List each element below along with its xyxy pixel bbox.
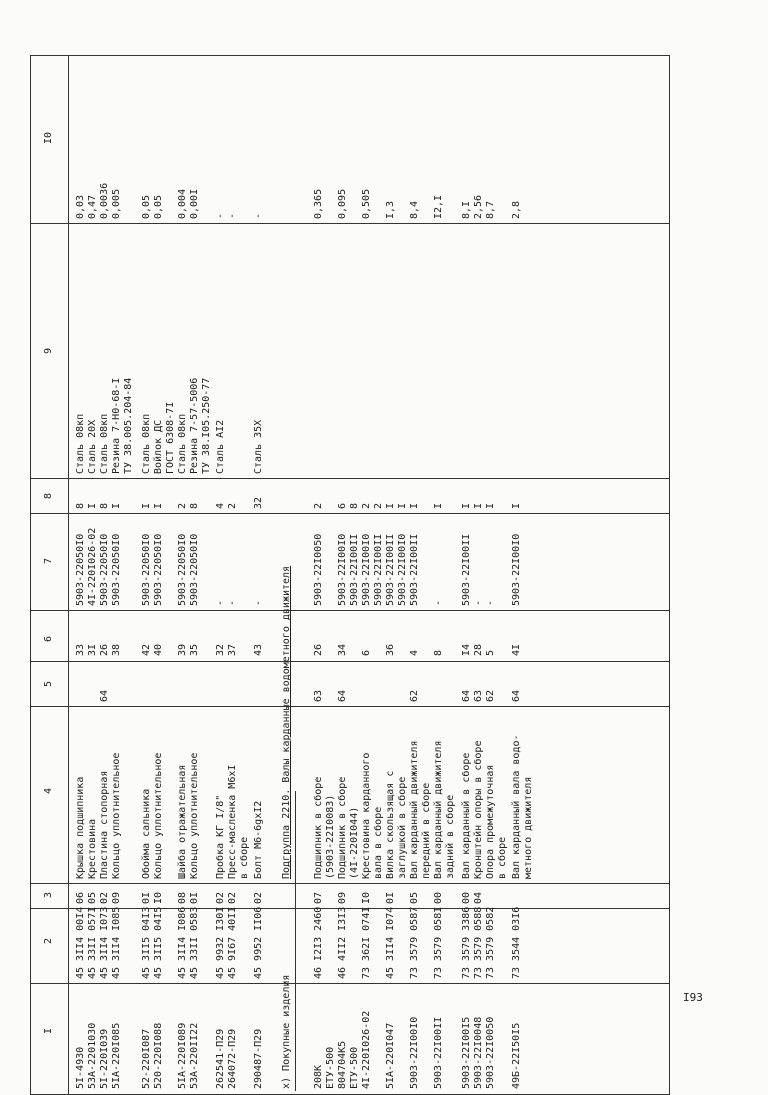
cell-col-1: 5903-22I0048	[473, 1016, 484, 1089]
col-header-1: I	[43, 1027, 54, 1034]
cell-col-7: -	[485, 599, 496, 606]
cell-col-9: Сталь 08кп	[99, 413, 110, 474]
cell-col-4: в сборе	[497, 836, 508, 879]
cell-col-9: ТУ 38.I05.250-77	[201, 377, 212, 474]
cell-col-7: 5903-22I00II	[409, 533, 420, 606]
cell-col-5: 63	[473, 689, 484, 702]
subgroup-title: Подгруппа 2210. Валы карданные водометного движителя	[281, 565, 292, 879]
cell-col-4: Подшипник в сборе	[337, 776, 348, 879]
cell-col-8: I	[141, 502, 152, 509]
cell-col-4: Вал карданный в сборе	[461, 752, 472, 879]
cell-col-7: 5903-22050I0	[153, 533, 164, 606]
cell-col-3: 02	[227, 891, 238, 904]
cell-col-2: 46 I2I3 2460	[313, 906, 324, 979]
cell-col-4: передний в сборе	[421, 782, 432, 879]
cell-col-8: 8	[349, 502, 360, 509]
cell-col-1: 5I-220I039	[99, 1028, 110, 1089]
cell-col-4: (5903-22I0083)	[325, 794, 336, 879]
table-row	[111, 56, 123, 1094]
cell-col-3: 06	[75, 891, 86, 904]
cell-col-7: 4I-220I026-02	[87, 527, 98, 606]
table-row	[325, 56, 337, 1094]
cell-col-9: Сталь 08кп	[141, 413, 152, 474]
cell-col-6: 32	[215, 643, 226, 656]
table-row	[75, 56, 87, 1094]
cell-col-1: 262541-П29	[215, 1028, 226, 1089]
cell-col-4: задний в сборе	[445, 794, 456, 879]
cell-col-1: 49Б-22I50I5	[511, 1022, 522, 1089]
cell-col-3: 00	[461, 891, 472, 904]
cell-col-7: -	[215, 599, 226, 606]
cell-col-3: 07	[313, 891, 324, 904]
cell-col-1: 5903-22I00I5	[461, 1016, 472, 1089]
cell-col-3: 0I	[385, 891, 396, 904]
cell-col-6: 26	[99, 643, 110, 656]
table-row	[87, 56, 99, 1094]
cell-col-2: 73 3579 058I	[433, 906, 444, 979]
table-row	[421, 56, 433, 1094]
cell-col-4: Пробка КГ I/8"	[215, 794, 226, 879]
cell-col-5: 64	[511, 689, 522, 702]
cell-col-6: 35	[189, 643, 200, 656]
cell-col-3: 00	[433, 891, 444, 904]
cell-col-1: ЕТУ-500	[325, 1046, 336, 1089]
cell-col-4: Опора промежуточная	[485, 764, 496, 879]
col-header-10: I0	[43, 131, 54, 144]
table-row	[511, 56, 523, 1094]
cell-col-6: 5	[485, 649, 496, 656]
cell-col-4: вала в сборе	[373, 806, 384, 879]
cell-col-10: 8,I	[461, 200, 472, 219]
cell-col-7: 5903-22I00I0	[397, 533, 408, 606]
table-row	[485, 56, 497, 1094]
cell-col-3: 02	[215, 891, 226, 904]
cell-col-9: Войлок ДС	[153, 419, 164, 474]
cell-col-4: Вал карданный движителя	[433, 740, 444, 879]
cell-col-10: 0,004	[177, 188, 188, 219]
cell-col-2: 73 3579 0582	[485, 906, 496, 979]
cell-col-6: 40	[153, 643, 164, 656]
cell-col-2: 73 362I 074I	[361, 906, 372, 979]
cell-col-7: -	[473, 599, 484, 606]
cell-col-2: 45 9932 I30I	[215, 906, 226, 979]
cell-col-1: 5I-4930	[75, 1046, 86, 1089]
table-row	[253, 56, 265, 1094]
cell-col-10: 0,005	[111, 188, 122, 219]
cell-col-3: 08	[177, 891, 188, 904]
cell-col-5: 64	[461, 689, 472, 702]
cell-col-7: 5903-22I00II	[461, 533, 472, 606]
cell-col-6: 43	[253, 643, 264, 656]
cell-col-10: -	[215, 212, 226, 219]
cell-col-1: 520-220I088	[153, 1022, 164, 1089]
table-row	[201, 56, 213, 1094]
cell-col-9: Сталь 20Х	[87, 419, 98, 474]
cell-col-4: Обойма сальника	[141, 788, 152, 879]
cell-col-9: Сталь 35Х	[253, 419, 264, 474]
cell-col-5: 64	[337, 689, 348, 702]
cell-col-3: 02	[99, 891, 110, 904]
table-row	[409, 56, 421, 1094]
cell-col-8: I	[511, 502, 522, 509]
col-header-2: 2	[43, 937, 54, 944]
cell-col-4: Вал карданный движителя	[409, 740, 420, 879]
cell-col-8: 8	[189, 502, 200, 509]
cell-col-4: Шайба отражательная	[177, 764, 188, 879]
table-row	[461, 56, 473, 1094]
cell-col-2: 45 3II4 I086	[177, 906, 188, 979]
cell-col-8: I	[87, 502, 98, 509]
cell-col-4: Подшипник в сборе	[313, 776, 324, 879]
cell-col-6: 42	[141, 643, 152, 656]
cell-col-7: 5903-22I00I0	[337, 533, 348, 606]
cell-col-6: 4I	[511, 643, 522, 656]
cell-col-4: (4I-220I044)	[349, 806, 360, 879]
cell-col-8: I	[111, 502, 122, 509]
cell-col-5: 63	[313, 689, 324, 702]
cell-col-4: заглушкой в сборе	[397, 776, 408, 879]
cell-col-7: 5903-22050I0	[141, 533, 152, 606]
cell-col-10: 0,095	[337, 188, 348, 219]
table-row	[523, 56, 535, 1094]
cell-col-9: ТУ 38.005.204-84	[123, 377, 134, 474]
cell-col-6: 38	[111, 643, 122, 656]
col-header-3: 3	[43, 891, 54, 898]
cell-col-1: 5903-22I00I0	[409, 1016, 420, 1089]
cell-col-10: 0,505	[361, 188, 372, 219]
cell-col-9: Резина 7-57-5006	[189, 377, 200, 474]
cell-col-10: -	[253, 212, 264, 219]
cell-col-4: Болт М6-6gxI2	[253, 800, 264, 879]
cell-col-10: -	[227, 212, 238, 219]
col-header-5: 5	[43, 680, 54, 687]
cell-col-8: I	[473, 502, 484, 509]
table-row	[361, 56, 373, 1094]
table-row	[239, 56, 251, 1094]
cell-col-3: 0I	[189, 891, 200, 904]
cell-col-2: 46 4II2 I3I3	[337, 906, 348, 979]
cell-col-5: 62	[409, 689, 420, 702]
table-row	[497, 56, 509, 1094]
cell-col-6: 28	[473, 643, 484, 656]
cell-col-8: I	[153, 502, 164, 509]
cell-col-4: Кольцо уплотнительное	[111, 752, 122, 879]
cell-col-6: 39	[177, 643, 188, 656]
cell-col-4: Крестовина карданного	[361, 752, 372, 879]
cell-col-8: 8	[99, 502, 110, 509]
cell-col-9: Сталь 08кп	[177, 413, 188, 474]
cell-col-6: 36	[385, 643, 396, 656]
cell-col-7: 5903-22I0050	[313, 533, 324, 606]
table-row	[373, 56, 385, 1094]
cell-col-4: в сборе	[239, 836, 250, 879]
cell-col-1: 208К	[313, 1064, 324, 1089]
cell-col-7: -	[433, 599, 444, 606]
table-row	[123, 56, 135, 1094]
cell-col-10: 0,0036	[99, 182, 110, 219]
table-row	[433, 56, 445, 1094]
cell-col-6: 37	[227, 643, 238, 656]
cell-col-8: 8	[75, 502, 86, 509]
cell-col-7: 5903-22I00II	[349, 533, 360, 606]
cell-col-6: 33	[75, 643, 86, 656]
cell-col-1: 52-220I087	[141, 1028, 152, 1089]
table-row	[141, 56, 153, 1094]
cell-col-2: 73 3544 03I6	[511, 906, 522, 979]
cell-col-3: I0	[153, 891, 164, 904]
cell-col-6: 4	[409, 649, 420, 656]
col-header-9: 9	[43, 347, 54, 354]
cell-col-10: 0,365	[313, 188, 324, 219]
cell-col-3: I0	[361, 891, 372, 904]
cell-col-8: 2	[373, 502, 384, 509]
cell-col-7: 5903-22I00II	[373, 533, 384, 606]
cell-col-1: 290487-П29	[253, 1028, 264, 1089]
cell-col-3: 04	[473, 891, 484, 904]
cell-col-3: 05	[87, 891, 98, 904]
cell-col-7: 5903-22I00II	[385, 533, 396, 606]
specification-table	[30, 55, 670, 1095]
cell-col-2: 45 3II4 00I4	[75, 906, 86, 979]
table-row	[99, 56, 111, 1094]
cell-col-8: I	[485, 502, 496, 509]
cell-col-10: 0,00I	[189, 188, 200, 219]
cell-col-9: Сталь АI2	[215, 419, 226, 474]
cell-col-10: 2,8	[511, 200, 522, 219]
cell-col-5: 62	[485, 689, 496, 702]
cell-col-2: 45 3II4 I085	[111, 906, 122, 979]
cell-col-5: 64	[99, 689, 110, 702]
cell-col-10: 0,05	[153, 194, 164, 219]
cell-col-6: I4	[461, 643, 472, 656]
page-number: I93	[683, 991, 703, 1004]
cell-col-1: 5IА-220I085	[111, 1022, 122, 1089]
cell-col-3: 05	[409, 891, 420, 904]
cell-col-4: Крышка подшипника	[75, 776, 86, 879]
cell-col-2: 45 3II4 I074	[385, 906, 396, 979]
cell-col-8: I	[409, 502, 420, 509]
table-row	[337, 56, 349, 1094]
cell-col-2: 45 3II5 04I5	[153, 906, 164, 979]
cell-col-2: 45 3II4 I073	[99, 906, 110, 979]
cell-col-1: 804704К5	[337, 1040, 348, 1089]
cell-col-8: 2	[313, 502, 324, 509]
cell-col-1: ЕТУ-500	[349, 1046, 360, 1089]
cell-col-4: Крестовина	[87, 818, 98, 879]
col-header-7: 7	[43, 557, 54, 564]
cell-col-4: Кольцо уплотнительное	[153, 752, 164, 879]
cell-col-1: 53А-2201030	[87, 1022, 98, 1089]
table-row	[313, 56, 325, 1094]
cell-col-8: 2	[361, 502, 372, 509]
col-header-4: 4	[43, 787, 54, 794]
cell-col-7: 5903-22I00I0	[361, 533, 372, 606]
cell-col-3: 0I	[141, 891, 152, 904]
cell-col-10: 0,05	[141, 194, 152, 219]
cell-col-4: метного движителя	[523, 776, 534, 879]
cell-col-7: 5903-22I00I0	[511, 533, 522, 606]
cell-col-10: I2,I	[433, 194, 444, 219]
cell-col-2: 73 3579 0587	[409, 906, 420, 979]
cell-col-2: 73 3579 0588	[473, 906, 484, 979]
cell-col-6: 26	[313, 643, 324, 656]
cell-col-10: 2,56	[473, 194, 484, 219]
cell-col-4: Пластина стопорная	[99, 770, 110, 879]
cell-col-1: 5903-22I00II	[433, 1016, 444, 1089]
cell-col-4: Пресс-масленка М6хI	[227, 764, 238, 879]
table-row	[227, 56, 239, 1094]
cell-col-2: 73 3579 3386	[461, 906, 472, 979]
cell-col-1: 4I-220I026-02	[361, 1010, 372, 1089]
col-header-6: 6	[43, 635, 54, 642]
cell-col-2: 45 9952 II06	[253, 906, 264, 979]
cell-col-2: 45 9I67 40II	[227, 906, 238, 979]
cell-col-10: 0,47	[87, 194, 98, 219]
cell-col-3: 02	[253, 891, 264, 904]
cell-col-7: 5903-22050I0	[111, 533, 122, 606]
cell-col-1: 264072-П29	[227, 1028, 238, 1089]
cell-col-10: 0,03	[75, 194, 86, 219]
section-heading-row	[281, 56, 293, 1094]
cell-col-8: 2	[177, 502, 188, 509]
cell-col-8: I	[461, 502, 472, 509]
table-row	[349, 56, 361, 1094]
cell-col-6: 8	[433, 649, 444, 656]
table-row	[215, 56, 227, 1094]
cell-col-8: 4	[215, 502, 226, 509]
cell-col-10: 8,4	[409, 200, 420, 219]
cell-col-10: I,3	[385, 200, 396, 219]
table-row	[445, 56, 457, 1094]
cell-col-9: Резина 7-Н0-68-I	[111, 377, 122, 474]
cell-col-7: 5903-22050I0	[189, 533, 200, 606]
cell-col-1: 5IА-220I047	[385, 1022, 396, 1089]
cell-col-4: Вилка скользящая с	[385, 770, 396, 879]
cell-col-9: Сталь 08кп	[75, 413, 86, 474]
table-row	[153, 56, 165, 1094]
cell-col-2: 45 3II5 04I3	[141, 906, 152, 979]
cell-col-1: 5IА-220I089	[177, 1022, 188, 1089]
cell-col-7: -	[253, 599, 264, 606]
cell-col-6: 34	[337, 643, 348, 656]
cell-col-1: 5903-22I0050	[485, 1016, 496, 1089]
table-row	[473, 56, 485, 1094]
cell-col-3: 09	[111, 891, 122, 904]
table-row	[189, 56, 201, 1094]
cell-col-2: 45 33II 057I	[87, 906, 98, 979]
cell-col-8: I	[397, 502, 408, 509]
cell-col-8: I	[433, 502, 444, 509]
cell-col-7: -	[227, 599, 238, 606]
cell-col-7: 5903-22050I0	[177, 533, 188, 606]
cell-col-6: 6	[361, 649, 372, 656]
cell-col-7: 5903-22050I0	[99, 533, 110, 606]
col-header-8: 8	[43, 492, 54, 499]
cell-col-8: 32	[253, 496, 264, 509]
cell-col-7: 5903-22050I0	[75, 533, 86, 606]
table-row	[165, 56, 177, 1094]
section-purchased-label: x) Покупные изделия	[281, 974, 292, 1089]
table-row	[177, 56, 189, 1094]
cell-col-9: ГОСТ 6308-7I	[165, 401, 176, 474]
cell-col-4: Вал карданный вала водо-	[511, 734, 522, 879]
section-underline	[295, 791, 296, 1091]
table-row	[397, 56, 409, 1094]
table-header	[31, 56, 69, 1094]
cell-col-4: Кольцо уплотнительное	[189, 752, 200, 879]
cell-col-1: 53А-220II22	[189, 1022, 200, 1089]
table-row	[385, 56, 397, 1094]
cell-col-2: 45 33II 0583	[189, 906, 200, 979]
cell-col-8: I	[385, 502, 396, 509]
cell-col-3: 09	[337, 891, 348, 904]
cell-col-6: 3I	[87, 643, 98, 656]
cell-col-8: 6	[337, 502, 348, 509]
cell-col-8: 2	[227, 502, 238, 509]
cell-col-4: Кронштейн опоры в сборе	[473, 740, 484, 879]
cell-col-10: 8,7	[485, 200, 496, 219]
